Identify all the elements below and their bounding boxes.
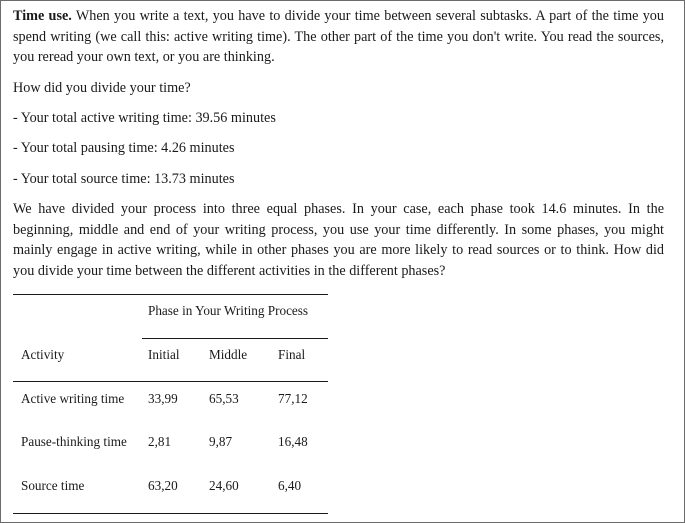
intro-title: Time use.: [13, 8, 72, 24]
cell-pause-final: 16,48: [278, 434, 308, 449]
table-group-rule: [142, 338, 328, 339]
cell-active-initial: 33,99: [148, 391, 178, 406]
column-header-middle: Middle: [209, 347, 248, 362]
intro-paragraph: [13, 6, 664, 68]
phases-paragraph: We have divided your process into three equal phases. In your case, each phase took 14.6 minutes. In the beginning, middle and end of your writing process, you use your time differently. In some phases, you might mainly engage in active writing, while in other phases you are more likely to read sources or to think. How did you divide your time between the different activities in the different phases?: [13, 201, 664, 279]
table-group-header: Phase in Your Writing Process: [148, 303, 309, 318]
cell-source-middle: 24,60: [209, 478, 239, 493]
intro-text: When you write a text, you have to divide your time between several subtasks. A part of the time you spend writing (we call this: active writing time). The other part of the time you don't write. You read the sources, you reread your own text, or you are thinking.: [13, 8, 664, 65]
row-label-active-writing: Active writing time: [21, 391, 125, 406]
table-row-header: Activity: [21, 347, 65, 362]
table-bottom-rule: [13, 513, 328, 514]
table-top-rule: [13, 294, 328, 295]
column-header-initial: Initial: [148, 347, 180, 362]
cell-source-final: 6,40: [278, 478, 302, 493]
column-header-final: Final: [278, 347, 306, 362]
stat-pausing: - Your total pausing time: 4.26 minutes: [13, 140, 235, 156]
cell-pause-middle: 9,87: [209, 434, 233, 449]
cell-active-middle: 65,53: [209, 391, 239, 406]
table-header-rule: [13, 381, 328, 382]
question-text: How did you divide your time?: [13, 80, 191, 96]
stat-active-writing: - Your total active writing time: 39.56 minutes: [13, 110, 276, 126]
row-label-pause-thinking: Pause-thinking time: [21, 434, 127, 449]
row-label-source: Source time: [21, 478, 85, 493]
cell-pause-initial: 2,81: [148, 434, 172, 449]
cell-source-initial: 63,20: [148, 478, 178, 493]
cell-active-final: 77,12: [278, 391, 308, 406]
stat-source: - Your total source time: 13.73 minutes: [13, 171, 235, 187]
